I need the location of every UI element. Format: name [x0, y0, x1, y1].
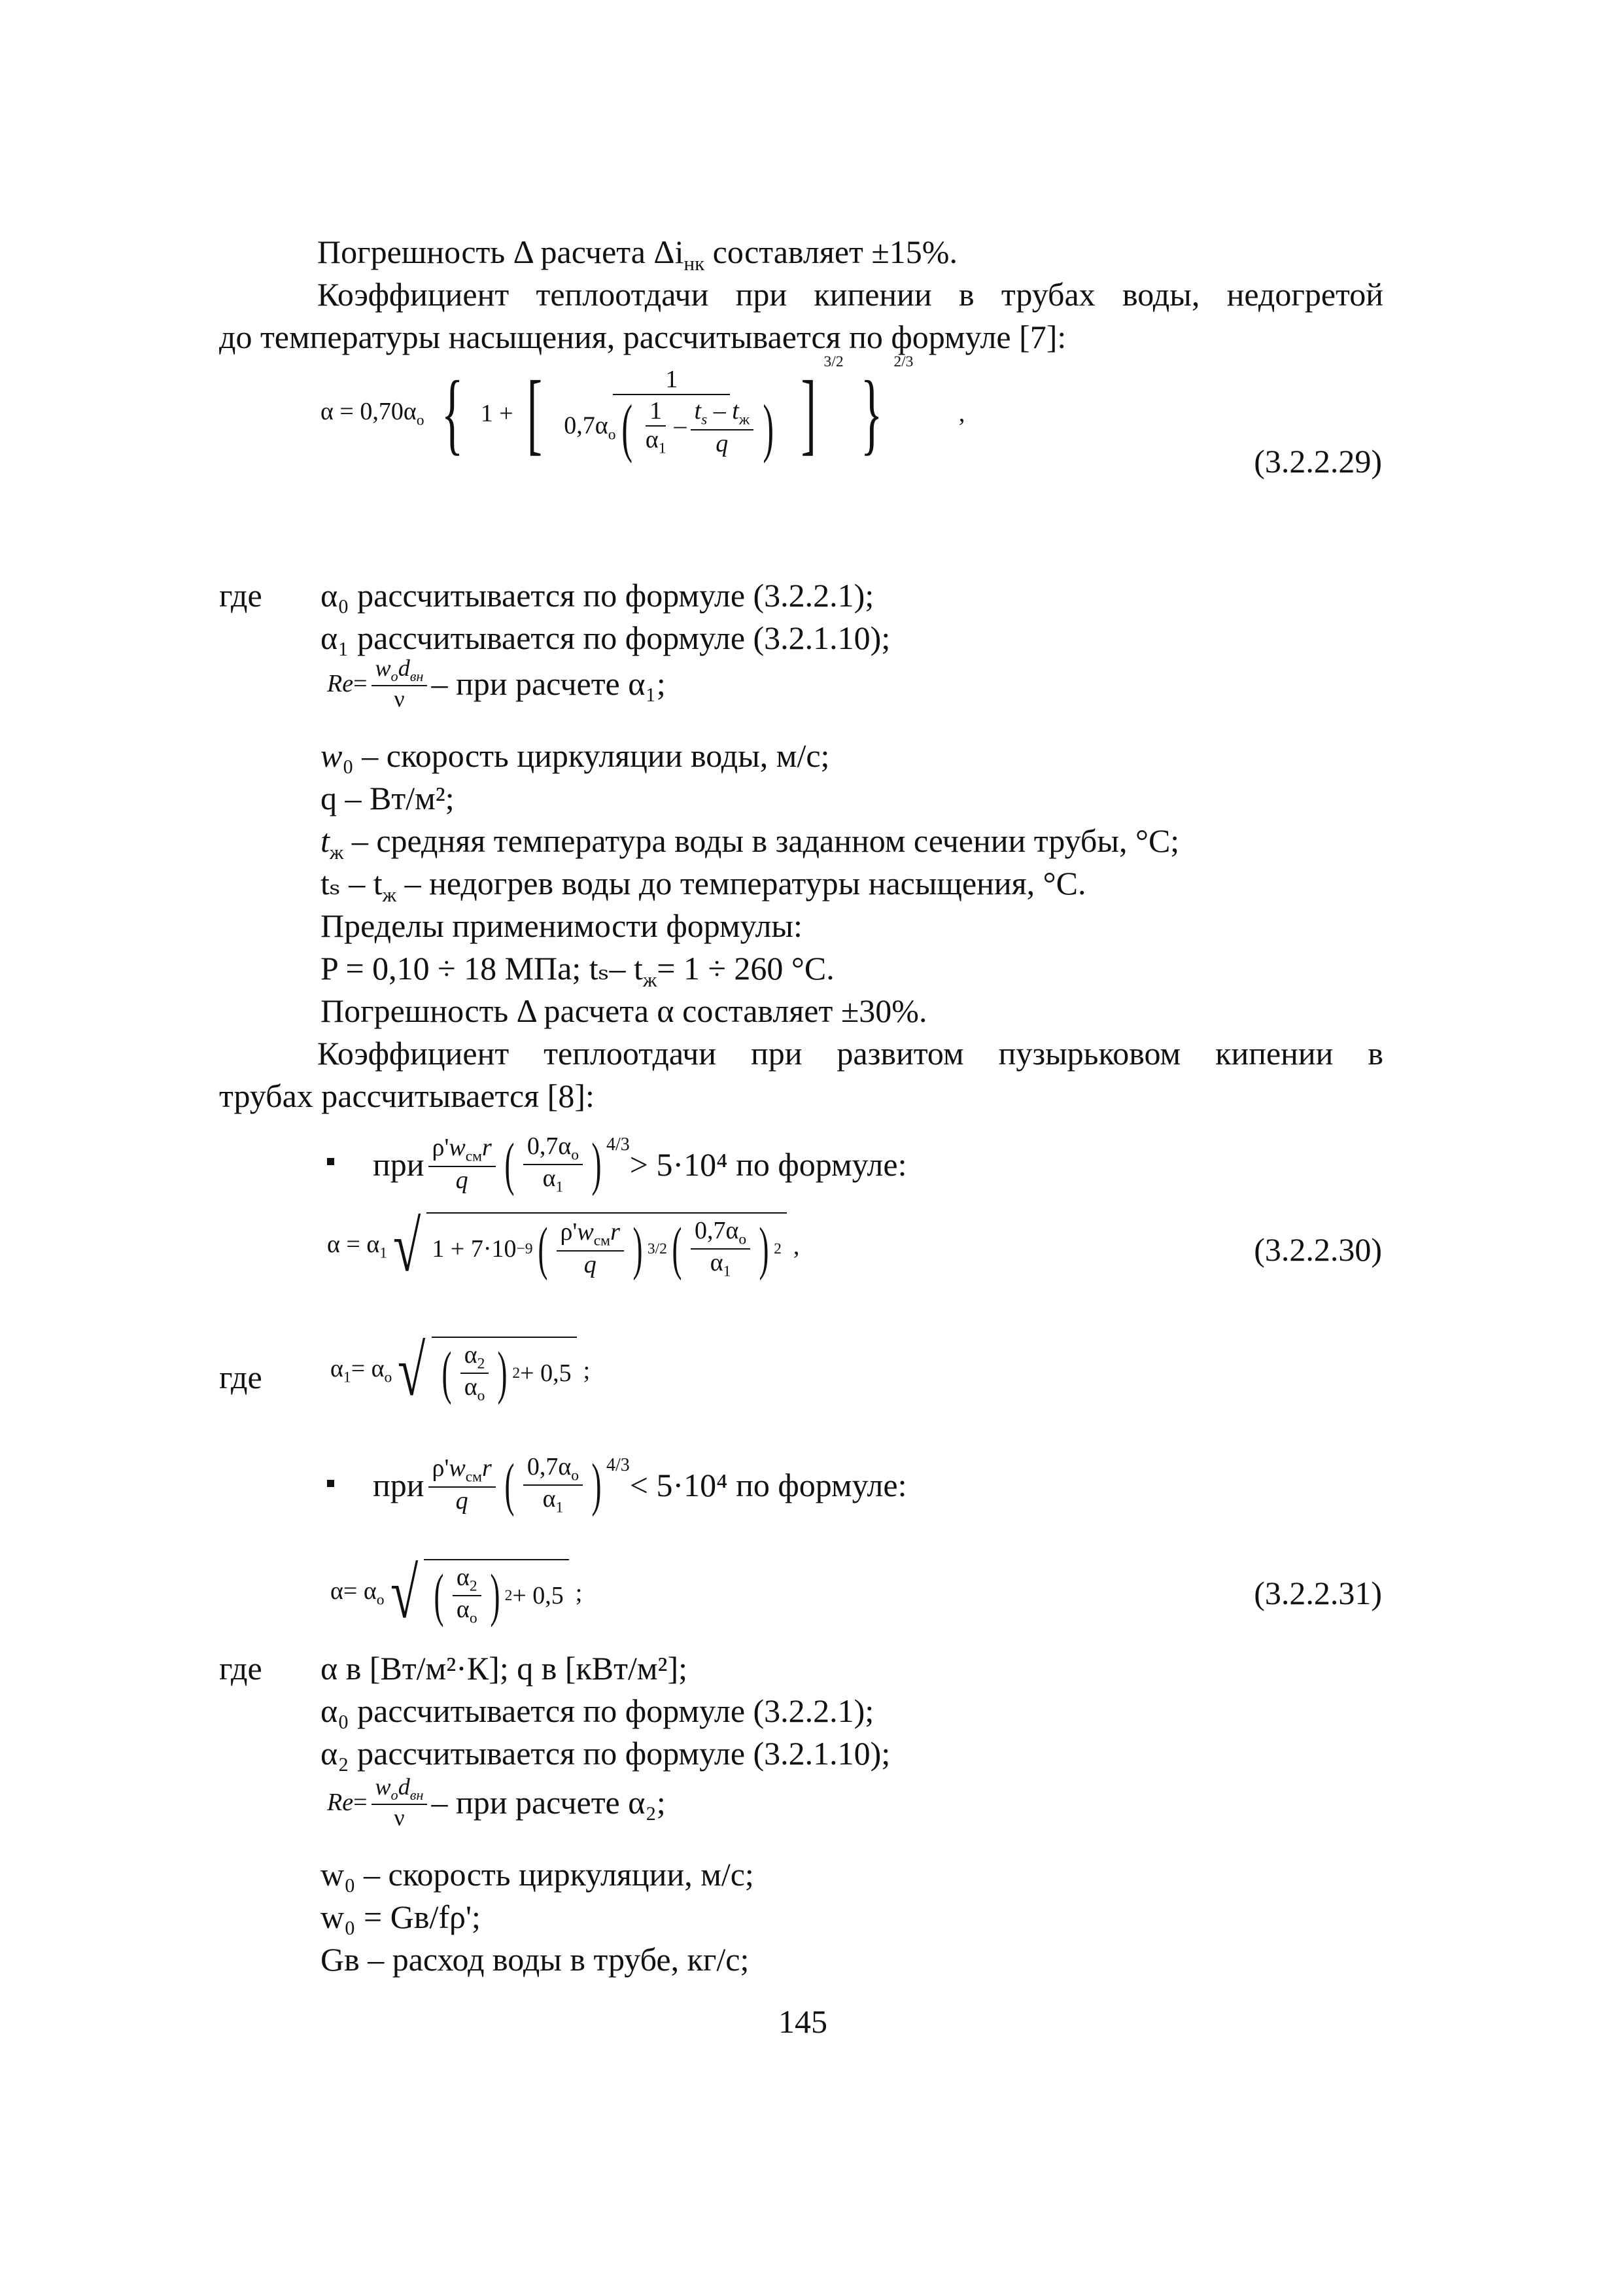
formula-alpha1: $\alpha_1= \alpha_о$ √ ( $\frac{\alpha_2}{\alpha_о}$ ) 2 + 0,5 ;	[330, 1331, 591, 1410]
equation-number: (3.2.2.30)	[1254, 1231, 1382, 1268]
definition-line: Пределы применимости формулы:	[320, 907, 803, 944]
equation-number: (3.2.2.31)	[1254, 1575, 1382, 1611]
definition-line: $t_ж$ – средняя температура воды в заданном сечении трубы, °С;	[320, 822, 1180, 864]
definition-line: tₛ – $t_ж$ – недогрев воды до температуры насыщения, °С.	[320, 865, 1086, 906]
definition-line: w₀ – скорость циркуляции, м/с;	[320, 1856, 754, 1893]
definition-line: α₀ рассчитывается по формуле (3.2.2.1);	[320, 577, 874, 614]
definition-line: w₀ = Gв/fρ';	[320, 1899, 481, 1935]
definition-line: α₁ рассчитывается по формуле (3.2.1.10);	[320, 620, 891, 656]
bullet	[327, 1158, 334, 1165]
where-label: где	[219, 1650, 262, 1687]
definition-line: α₀ рассчитывается по формуле (3.2.2.1);	[320, 1692, 874, 1729]
bullet-condition-1: при $\frac{\rho'w_{см}r}{q}$ ( $\frac{0,7\alpha_о}{\alpha_1}$ ) $^{4/3}$ > 5·10⁴ по формуле:	[373, 1132, 907, 1197]
reynolds-line-1: Re = $\frac{w_оd_{вн}}{\nu}$ – при расчете α₁;	[327, 654, 666, 712]
definition-line: w₀ – скорость циркуляции воды, м/с;	[320, 737, 830, 774]
paragraph-line: трубах рассчитывается [8]:	[219, 1077, 595, 1114]
paragraph-line: до температуры насыщения, рассчитывается по формуле [7]:	[219, 319, 1067, 355]
formula-3-2-2-31: $\alpha= \alpha_о$ √ ( $\frac{\alpha_2}{\alpha_о}$ ) 2 + 0,5 ;	[330, 1553, 583, 1633]
definition-line: Погрешность Δ расчета α составляет ±30%.	[320, 992, 927, 1029]
reynolds-line-2: Re = $\frac{w_оd_{вн}}{\nu}$ – при расчете α₂;	[327, 1773, 666, 1831]
paragraph-line: Коэффициент теплоотдачи при развитом пузырьковом кипении в	[317, 1035, 1383, 1072]
bullet	[327, 1480, 334, 1487]
equation-number: (3.2.2.29)	[1254, 443, 1382, 480]
page-number: 145	[778, 2003, 827, 2040]
definition-line: P = 0,10 ÷ 18 МПа; tₛ– $t_ж= 1 \div 260$ °С.	[320, 950, 835, 991]
definition-line: α в [Вт/м²·К]; q в [кВт/м²];	[320, 1650, 688, 1687]
where-label: где	[219, 1359, 262, 1395]
definition-line: Gв – расход воды в трубе, кг/с;	[320, 1941, 750, 1978]
where-label: где	[219, 577, 262, 614]
definition-line: α₂ рассчитывается по формуле (3.2.1.10);	[320, 1735, 891, 1772]
bullet-condition-2: при $\frac{\rho'w_{см}r}{q}$ ( $\frac{0,7\alpha_о}{\alpha_1}$ ) $^{4/3}$ < 5·10⁴ по формуле:	[373, 1452, 907, 1517]
formula-3-2-2-30: $\alpha = \alpha_1$ √ 1 + 7·10 −9 ( $\frac{\rho'w_{см}r}{q}$ ) 3/2 ( $\frac{0,7\alpha_о}{\alpha_1}$ ) 2 ,	[327, 1206, 800, 1286]
definition-line: q – Вт/м²;	[320, 780, 455, 816]
paragraph-line: Коэффициент теплоотдачи при кипении в трубах воды, недогретой	[317, 276, 1383, 313]
error-line-1: Погрешность Δ расчета $\Delta i_{нк}$ составляет ±15%.	[317, 234, 958, 275]
formula-3-2-2-29: $\alpha = 0,70\alpha_о$ { 1 + [ 1 $0,7\alpha_о$( $\frac{1}{\alpha_1}$ – $\frac{t_s - t_ж}{q}$ ) ]$^{3/2}$ }$^{2/3}$ ,	[320, 353, 965, 464]
